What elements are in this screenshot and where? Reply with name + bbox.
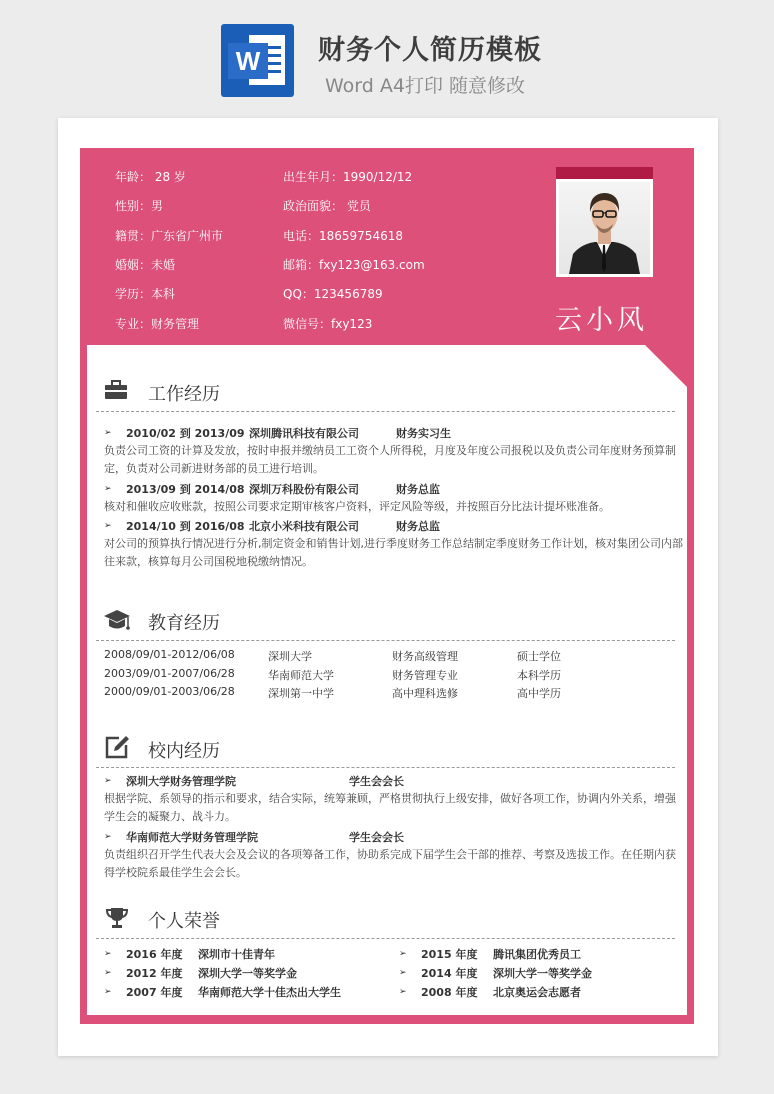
edu-school: 深圳大学 <box>268 650 312 663</box>
work-item-header <box>104 518 440 533</box>
bullet-arrow-icon: ➢ <box>104 484 112 494</box>
work-company: 深圳万科股份有限公司 <box>249 483 359 496</box>
campus-role: 学生会会长 <box>349 831 404 844</box>
honor-name: 深圳大学一等奖学金 <box>493 967 592 980</box>
work-company: 北京小米科技有限公司 <box>249 520 359 533</box>
honor-year: 2016 年度 <box>126 948 183 961</box>
top-banner <box>0 0 774 115</box>
work-desc: 核对和催收应收账款，按照公司要求定期审核客户资料，评定风险等级，并按照百分比法计提坏账准备。 <box>104 500 610 513</box>
edu-degree: 本科学历 <box>517 669 561 682</box>
profile-birth: 出生年月：1990/12/12 <box>283 170 413 184</box>
edu-major: 财务管理专业 <box>392 669 458 682</box>
profile-email: 邮箱：fxy123@163.com <box>283 258 425 272</box>
campus-item-header <box>104 773 404 788</box>
campus-section-title: 校内经历 <box>148 741 220 762</box>
edu-major: 高中理科选修 <box>392 687 458 700</box>
honor-year: 2014 年度 <box>421 967 478 980</box>
bullet-arrow-icon: ➢ <box>104 776 112 786</box>
honor-year: 2015 年度 <box>421 948 478 961</box>
bullet-arrow-icon: ➢ <box>399 987 407 997</box>
photo-top-bar <box>556 167 653 179</box>
profile-wechat: 微信号：fxy123 <box>283 317 373 331</box>
campus-desc: 根据学院、系领导的指示和要求，结合实际，统筹兼顾，严格贯彻执行上级安排，做好各项工作，协调内外关系，增强学生会的凝聚力、战斗力。 <box>104 792 676 823</box>
education-divider <box>96 640 675 641</box>
work-desc: 负责公司工资的计算及发放，按时申报并缴纳员工工资个人所得税，月度及年度公司报税以及负责公司年度财务预算制定，负责对公司新进财务部的员工进行培训。 <box>104 444 676 475</box>
resume-name: 云小风 <box>555 305 648 336</box>
bullet-arrow-icon: ➢ <box>104 987 112 997</box>
profile-major: 专业：财务管理 <box>115 317 200 331</box>
edu-school: 华南师范大学 <box>268 669 334 682</box>
bullet-arrow-icon: ➢ <box>104 949 112 959</box>
bullet-arrow-icon: ➢ <box>399 949 407 959</box>
profile-photo <box>556 179 653 277</box>
work-role: 财务总监 <box>396 520 440 533</box>
honor-item <box>104 946 275 961</box>
work-role: 财务实习生 <box>396 427 451 440</box>
bullet-arrow-icon: ➢ <box>104 428 112 438</box>
profile-politics: 政治面貌： 党员 <box>283 199 371 213</box>
honor-name: 深圳市十佳青年 <box>198 948 275 961</box>
profile-gender: 性别：男 <box>115 199 164 213</box>
work-company: 深圳腾讯科技有限公司 <box>249 427 359 440</box>
honor-year: 2008 年度 <box>421 986 478 999</box>
honor-item <box>399 984 581 999</box>
work-period: 2010/02 到 2013/09 <box>126 427 245 440</box>
profile-qq: QQ：123456789 <box>283 287 383 301</box>
honor-name: 北京奥运会志愿者 <box>493 986 581 999</box>
word-icon <box>221 24 294 97</box>
bullet-arrow-icon: ➢ <box>104 521 112 531</box>
work-role: 财务总监 <box>396 483 440 496</box>
briefcase-icon <box>104 380 128 400</box>
bullet-arrow-icon: ➢ <box>104 968 112 978</box>
work-divider <box>96 411 675 412</box>
page-title: 财务个人简历模板 <box>318 35 542 66</box>
work-desc: 对公司的预算执行情况进行分析,制定资金和销售计划,进行季度财务工作总结制定季度财务工作计划，核对集团公司内部往来款，核算每月公司国税地税缴纳情况。 <box>104 537 683 568</box>
edu-degree: 高中学历 <box>517 687 561 700</box>
edu-period: 2008/09/01-2012/06/08 <box>104 648 235 661</box>
work-item-header <box>104 425 451 440</box>
trophy-icon <box>105 906 129 930</box>
profile-hometown: 籍贯：广东省广州市 <box>115 229 224 243</box>
campus-item-header <box>104 829 404 844</box>
edu-period: 2000/09/01-2003/06/28 <box>104 685 235 698</box>
edit-icon <box>104 735 130 759</box>
honor-name: 腾讯集团优秀员工 <box>493 948 581 961</box>
campus-desc: 负责组织召开学生代表大会及会议的各项筹备工作，协助系完成下届学生会干部的推荐、考察及选拔工作。在任期内获得学校院系最佳学生会会长。 <box>104 848 676 879</box>
profile-age: 年龄： 28 岁 <box>115 170 186 184</box>
honors-section-title: 个人荣誉 <box>148 911 220 932</box>
work-period: 2013/09 到 2014/08 <box>126 483 245 496</box>
honor-year: 2012 年度 <box>126 967 183 980</box>
bullet-arrow-icon: ➢ <box>399 968 407 978</box>
honor-item <box>104 965 297 980</box>
work-item-header <box>104 481 440 496</box>
campus-org: 深圳大学财务管理学院 <box>126 775 236 788</box>
honor-year: 2007 年度 <box>126 986 183 999</box>
honor-name: 华南师范大学十佳杰出大学生 <box>198 986 341 999</box>
honor-item <box>104 984 341 999</box>
honor-item <box>399 946 581 961</box>
graduation-cap-icon <box>103 608 131 632</box>
word-icon-letter: W <box>228 43 268 79</box>
edu-major: 财务高级管理 <box>392 650 458 663</box>
campus-divider <box>96 767 675 768</box>
edu-period: 2003/09/01-2007/06/28 <box>104 667 235 680</box>
work-section-title: 工作经历 <box>148 384 220 405</box>
edu-degree: 硕士学位 <box>517 650 561 663</box>
profile-degree: 学历：本科 <box>115 287 176 301</box>
honor-item <box>399 965 592 980</box>
education-section-title: 教育经历 <box>148 613 220 634</box>
honor-name: 深圳大学一等奖学金 <box>198 967 297 980</box>
corner-triangle <box>645 345 687 387</box>
campus-role: 学生会会长 <box>349 775 404 788</box>
edu-school: 深圳第一中学 <box>268 687 334 700</box>
person-portrait-icon <box>559 182 650 274</box>
profile-marriage: 婚姻：未婚 <box>115 258 176 272</box>
campus-org: 华南师范大学财务管理学院 <box>126 831 258 844</box>
honors-divider <box>96 938 675 939</box>
work-period: 2014/10 到 2016/08 <box>126 520 245 533</box>
profile-phone: 电话：18659754618 <box>283 229 403 243</box>
bullet-arrow-icon: ➢ <box>104 832 112 842</box>
page-subtitle: Word A4打印 随意修改 <box>325 75 526 97</box>
